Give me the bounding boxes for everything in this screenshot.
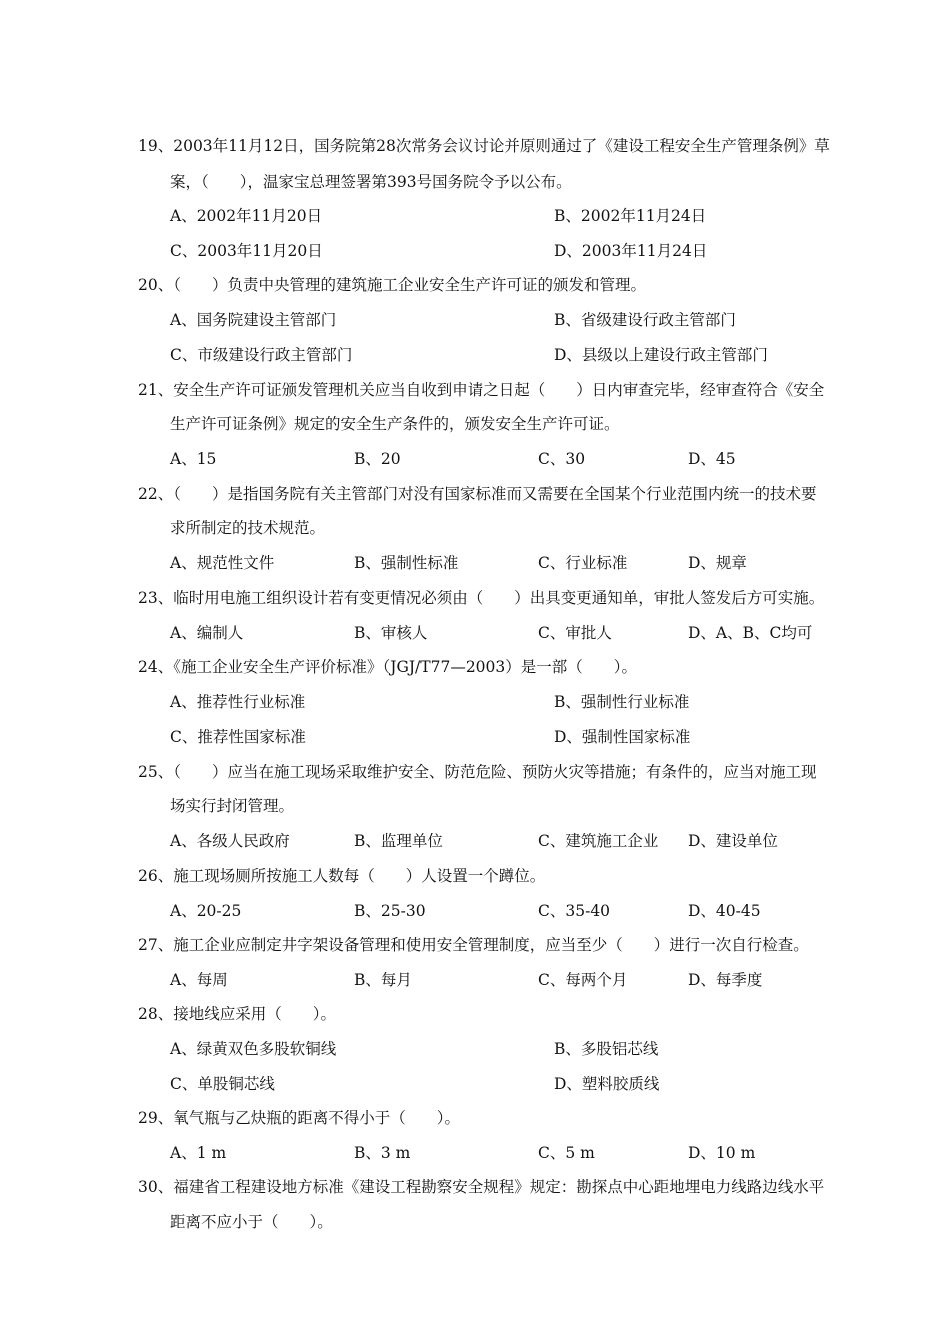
question-26-option-d: D、40-45 bbox=[688, 902, 761, 920]
question-30-line-1: 30、福建省工程建设地方标准《建设工程勘察安全规程》规定：勘探点中心距地埋电力线路边线水平 bbox=[138, 1178, 825, 1196]
question-27-option-d: D、每季度 bbox=[688, 971, 763, 989]
question-22-option-a: A、规范性文件 bbox=[170, 554, 275, 572]
question-24-option-d: D、强制性国家标准 bbox=[554, 728, 691, 746]
question-22-option-c: C、行业标准 bbox=[538, 554, 628, 572]
question-29-line-1: 29、氧气瓶与乙炔瓶的距离不得小于（ ）。 bbox=[138, 1109, 460, 1127]
question-23-line-1: 23、临时用电施工组织设计若有变更情况必须由（ ）出具变更通知单，审批人签发后方可实施。 bbox=[138, 589, 825, 607]
question-23-option-d: D、A、B、C均可 bbox=[688, 624, 813, 642]
question-28-option-c: C、单股铜芯线 bbox=[170, 1075, 275, 1093]
question-28-option-b: B、多股铝芯线 bbox=[554, 1040, 659, 1058]
question-28-option-a: A、绿黄双色多股软铜线 bbox=[170, 1040, 337, 1058]
question-27-option-a: A、每周 bbox=[170, 971, 228, 989]
question-20-option-b: B、省级建设行政主管部门 bbox=[554, 311, 736, 329]
question-20-option-c: C、市级建设行政主管部门 bbox=[170, 346, 353, 364]
question-29-option-d: D、10 m bbox=[688, 1144, 756, 1162]
question-23-option-b: B、审核人 bbox=[354, 624, 428, 642]
question-20-option-a: A、国务院建设主管部门 bbox=[170, 311, 337, 329]
question-28-line-1: 28、接地线应采用（ ）。 bbox=[138, 1005, 336, 1023]
question-21-line-1: 21、安全生产许可证颁发管理机关应当自收到申请之日起（ ）日内审查完毕，经审查符合《安全 bbox=[138, 381, 825, 399]
question-19-option-a: A、2002年11月20日 bbox=[170, 207, 323, 225]
question-19-option-d: D、2003年11月24日 bbox=[554, 242, 708, 260]
question-19-line-2: 案，（ ），温家宝总理签署第393号国务院令予以公布。 bbox=[170, 173, 572, 191]
question-27-option-c: C、每两个月 bbox=[538, 971, 628, 989]
question-22-line-2: 求所制定的技术规范。 bbox=[170, 519, 326, 537]
question-19-option-c: C、2003年11月20日 bbox=[170, 242, 323, 260]
question-25-line-2: 场实行封闭管理。 bbox=[170, 797, 295, 815]
question-24-line-1: 24、《施工企业安全生产评价标准》（JGJ/T77—2003）是一部（ ）。 bbox=[138, 658, 638, 676]
question-19-line-1: 19、2003年11月12日，国务院第28次常务会议讨论并原则通过了《建设工程安全生产管理条例》草 bbox=[138, 137, 830, 155]
question-23-option-a: A、编制人 bbox=[170, 624, 244, 642]
question-22-option-d: D、规章 bbox=[688, 554, 747, 572]
question-26-line-1: 26、施工现场厕所按施工人数每（ ）人设置一个蹲位。 bbox=[138, 867, 546, 885]
question-23-option-c: C、审批人 bbox=[538, 624, 612, 642]
question-24-option-a: A、推荐性行业标准 bbox=[170, 693, 306, 711]
question-26-option-a: A、20-25 bbox=[170, 902, 242, 920]
question-20-line-1: 20、（ ）负责中央管理的建筑施工企业安全生产许可证的颁发和管理。 bbox=[138, 276, 646, 294]
question-29-option-b: B、3 m bbox=[354, 1144, 411, 1162]
question-25-option-b: B、监理单位 bbox=[354, 832, 443, 850]
question-24-option-c: C、推荐性国家标准 bbox=[170, 728, 306, 746]
question-21-option-b: B、20 bbox=[354, 450, 401, 468]
question-25-option-d: D、建设单位 bbox=[688, 832, 778, 850]
question-22-line-1: 22、（ ）是指国务院有关主管部门对没有国家标准而又需要在全国某个行业范围内统一的技术要 bbox=[138, 485, 817, 503]
question-27-line-1: 27、施工企业应制定井字架设备管理和使用安全管理制度，应当至少（ ）进行一次自行检查。 bbox=[138, 936, 809, 954]
question-30-line-2: 距离不应小于（ ）。 bbox=[170, 1213, 333, 1231]
question-26-option-c: C、35-40 bbox=[538, 902, 611, 920]
question-29-option-c: C、5 m bbox=[538, 1144, 595, 1162]
question-19-option-b: B、2002年11月24日 bbox=[554, 207, 707, 225]
question-24-option-b: B、强制性行业标准 bbox=[554, 693, 690, 711]
question-26-option-b: B、25-30 bbox=[354, 902, 426, 920]
question-21-option-d: D、45 bbox=[688, 450, 736, 468]
question-20-option-d: D、县级以上建设行政主管部门 bbox=[554, 346, 768, 364]
question-21-option-c: C、30 bbox=[538, 450, 586, 468]
question-25-option-c: C、建筑施工企业 bbox=[538, 832, 659, 850]
question-21-option-a: A、15 bbox=[170, 450, 217, 468]
question-28-option-d: D、塑料胶质线 bbox=[554, 1075, 660, 1093]
question-25-option-a: A、各级人民政府 bbox=[170, 832, 290, 850]
question-22-option-b: B、强制性标准 bbox=[354, 554, 459, 572]
question-25-line-1: 25、（ ）应当在施工现场采取维护安全、防范危险、预防火灾等措施；有条件的，应当对施工现 bbox=[138, 763, 817, 781]
question-29-option-a: A、1 m bbox=[170, 1144, 227, 1162]
question-21-line-2: 生产许可证条例》规定的安全生产条件的，颁发安全生产许可证。 bbox=[170, 415, 620, 433]
question-27-option-b: B、每月 bbox=[354, 971, 412, 989]
